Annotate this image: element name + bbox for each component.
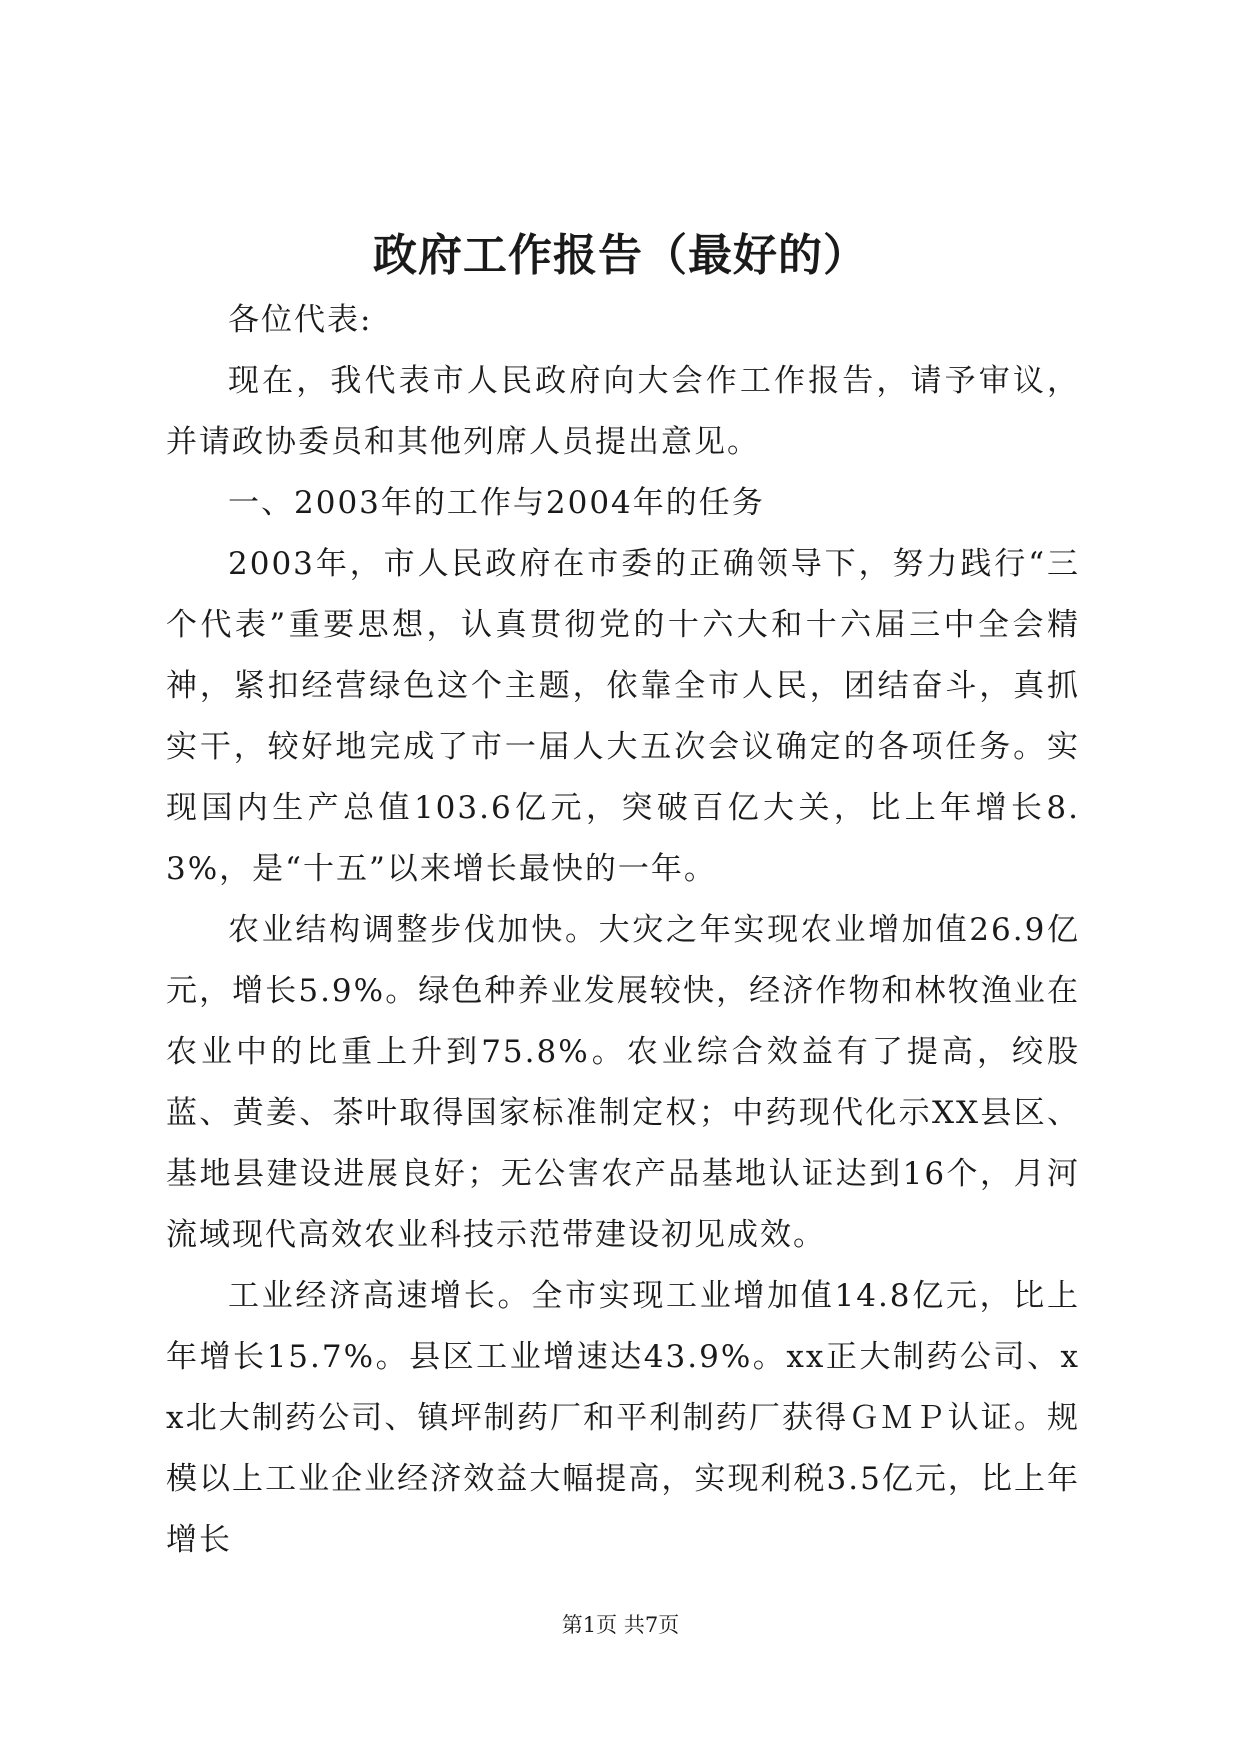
page-number: 第1页 共7页 xyxy=(561,1613,680,1637)
section-heading: 一、2003年的工作与2004年的任务 xyxy=(228,485,765,521)
summary-paragraph: 2003年，市人民政府在市委的正确领导下，努力践行“三个代表”重要思想，认真贯彻党的十六大和十六届三中全会精神，紧扣经营绿色这个主题，依靠全市人民，团结奋斗，真抓实干，较好地完成了市一届人大五次会议确定的各项任务。实现国内生产总值103.6亿元，突破百亿大关，比上年增长8.3%，是“十五”以来增长最快的一年。 xyxy=(166,546,1080,887)
document-body xyxy=(166,290,1080,1571)
greeting-paragraph: 各位代表: xyxy=(228,302,373,338)
document-title: 政府工作报告（最好的） xyxy=(373,230,868,281)
industry-paragraph: 工业经济高速增长。全市实现工业增加值14.8亿元，比上年增长15.7%。县区工业增速达43.9%。xx正大制药公司、xx北大制药公司、镇坪制药厂和平利制药厂获得ＧＭＰ认证。规模以上工业企业经济效益大幅提高，实现利税3.5亿元，比上年增长 xyxy=(166,1278,1080,1558)
agriculture-paragraph: 农业结构调整步伐加快。大灾之年实现农业增加值26.9亿元，增长5.9%。绿色种养业发展较快，经济作物和林牧渔业在农业中的比重上升到75.8%。农业综合效益有了提高，绞股蓝、黄姜、茶叶取得国家标准制定权；中药现代化示XX县区、基地县建设进展良好；无公害农产品基地认证达到16个，月河流域现代高效农业科技示范带建设初见成效。 xyxy=(166,912,1080,1253)
intro-paragraph: 现在，我代表市人民政府向大会作工作报告，请予审议，并请政协委员和其他列席人员提出意见。 xyxy=(166,363,1080,460)
